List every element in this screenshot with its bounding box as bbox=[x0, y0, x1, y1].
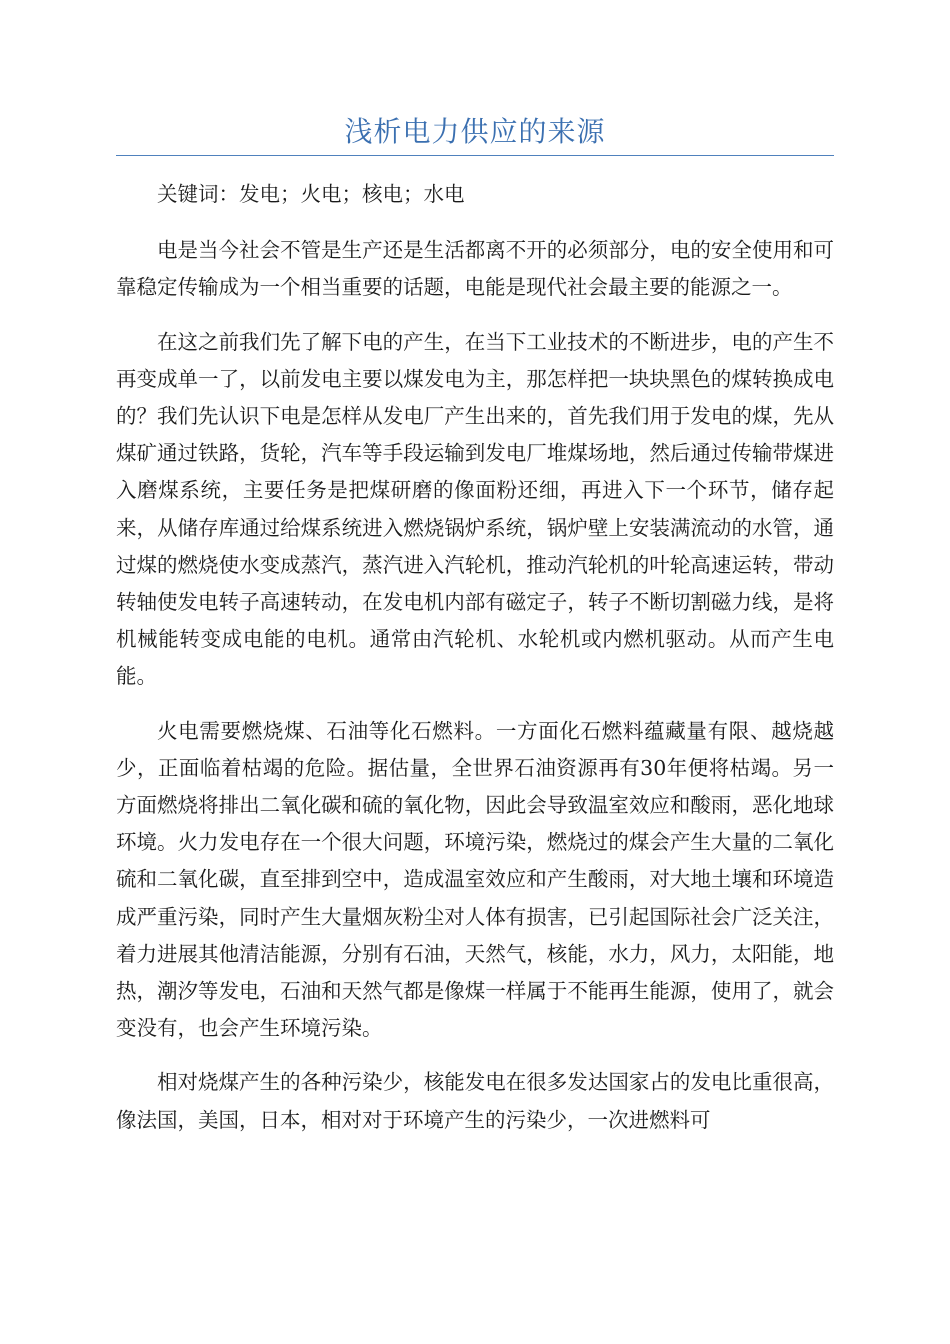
keywords-line: 关键词：发电；火电；核电；水电 bbox=[157, 182, 465, 206]
paragraph-coal-power-process: 在这之前我们先了解下电的产生，在当下工业技术的不断进步，电的产生不再变成单一了，以前发电主要以煤发电为主，那怎样把一块块黑色的煤转换成电的？我们先认识下电是怎样从发电厂产生出来的，首先我们用于发电的煤，先从煤矿通过铁路，货轮，汽车等手段运输到发电厂堆煤场地，然后通过传输带煤进入磨煤系统，主要任务是把煤研磨的像面粉还细，再进入下一个环节，储存起来，从储存库通过给煤系统进入燃烧锅炉系统，锅炉壁上安装满流动的水管，通过煤的燃烧使水变成蒸汽，蒸汽进入汽轮机，推动汽轮机的叶轮高速运转，带动转轴使发电转子高速转动，在发电机内部有磁定子，转子不断切割磁力线，是将机械能转变成电能的电机。通常由汽轮机、水轮机或内燃机驱动。从而产生电能。 bbox=[116, 329, 834, 689]
document-title: 浅析电力供应的来源 bbox=[344, 115, 606, 148]
paragraph-nuclear-power: 相对烧煤产生的各种污染少，核能发电在很多发达国家占的发电比重很高，像法国，美国，日本，相对对于环境产生的污染少，一次进燃料可 bbox=[116, 1070, 834, 1132]
paragraph-thermal-power-issues: 火电需要燃烧煤、石油等化石燃料。一方面化石燃料蕴藏量有限、越烧越少，正面临着枯竭的危险。据估量，全世界石油资源再有30年便将枯竭。另一方面燃烧将排出二氧化碳和硫的氧化物，因此会导致温室效应和酸雨，恶化地球环境。火力发电存在一个很大问题，环境污染，燃烧过的煤会产生大量的二氧化硫和二氧化碳，直至排到空中，造成温室效应和产生酸雨，对大地土壤和环境造成严重污染，同时产生大量烟灰粉尘对人体有损害，已引起国际社会广泛关注，着力进展其他清洁能源，分别有石油，天然气，核能，水力，风力，太阳能，地热，潮汐等发电，石油和天然气都是像煤一样属于不能再生能源，使用了，就会变没有，也会产生环境污染。 bbox=[116, 718, 834, 1041]
document-body bbox=[116, 176, 834, 1156]
title-underline bbox=[116, 155, 834, 156]
paragraph-intro: 电是当今社会不管是生产还是生活都离不开的必须部分，电的安全使用和可靠稳定传输成为一个相当重要的话题，电能是现代社会最主要的能源之一。 bbox=[116, 238, 834, 300]
